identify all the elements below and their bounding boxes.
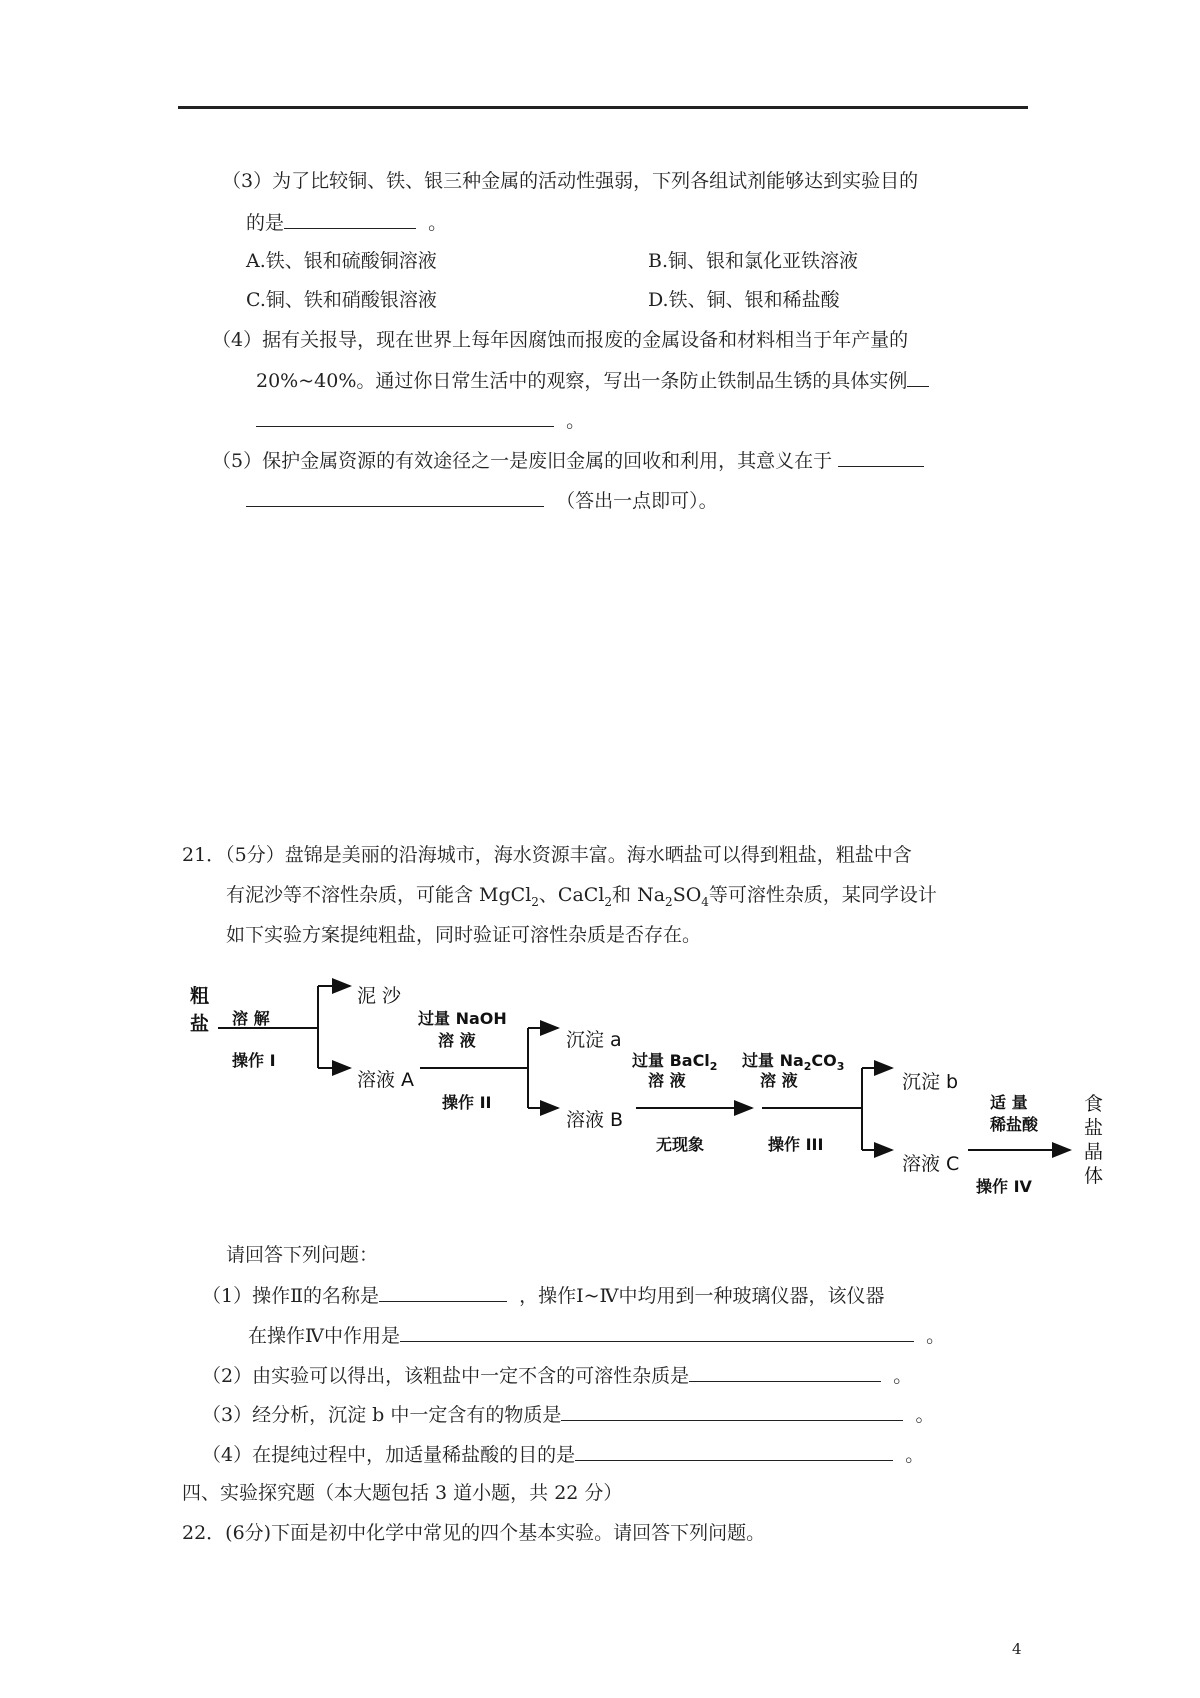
q22-line1: 22．(6分)下面是初中化学中常见的四个基本实验。请回答下列问题。	[182, 1522, 766, 1544]
q21-sub3-text: （3）经分析，沉淀 b 中一定含有的物质是	[202, 1404, 562, 1426]
q21-text-a: 有泥沙等不溶性杂质，可能含 MgCl	[226, 884, 532, 906]
answer-blank-q21-3[interactable]	[561, 1400, 903, 1421]
salt-crystal-label-1: 食	[1084, 1093, 1104, 1115]
q21-sub2	[202, 1361, 912, 1389]
dilute-hcl-label: 稀盐酸	[990, 1115, 1039, 1134]
q21-text-b: 、CaCl	[538, 884, 605, 906]
salt-crystal-label-2: 盐	[1084, 1117, 1104, 1139]
period: 。	[926, 1325, 946, 1347]
operation-4-label: 操作 IV	[976, 1177, 1032, 1196]
solution-b-node: 溶液 B	[566, 1109, 624, 1131]
period: 。	[893, 1365, 913, 1387]
answer-blank-q21-1a[interactable]	[379, 1281, 507, 1302]
subscript: 2	[604, 894, 613, 909]
subscript: 2	[531, 894, 539, 909]
operation-2-label: 操作 II	[442, 1093, 492, 1112]
precipitate-b-node: 沉淀 b	[902, 1071, 959, 1093]
option-c: C.铜、铁和硝酸银溶液	[246, 289, 437, 311]
section-4-heading: 四、实验探究题（本大题包括 3 道小题，共 22 分）	[182, 1482, 623, 1504]
q21-line3: 如下实验方案提纯粗盐，同时验证可溶性杂质是否存在。	[226, 924, 702, 946]
q21-text-c: 和 Na	[612, 884, 666, 906]
salt-crystal-label-3: 晶	[1084, 1141, 1104, 1163]
q21-sub1-line2	[248, 1321, 945, 1349]
no-phenomenon-label: 无现象	[656, 1135, 705, 1154]
naoh-solution-label: 溶 液	[438, 1031, 476, 1050]
na2co3-text-a: 过量 Na	[742, 1051, 804, 1070]
period: 。	[915, 1404, 935, 1426]
option-b: B.铜、银和氯化亚铁溶液	[648, 250, 859, 272]
q21-prompt: 请回答下列问题：	[226, 1244, 379, 1266]
q21-text-d: SO	[672, 884, 702, 906]
period: 。	[566, 410, 586, 432]
answer-blank-q21-2[interactable]	[689, 1361, 881, 1382]
q20-part4-text: 20%~40%。通过你日常生活中的观察，写出一条防止铁制品生锈的具体实例	[256, 370, 908, 392]
q21-sub4-text: （4）在提纯过程中，加适量稀盐酸的目的是	[202, 1444, 576, 1466]
mud-sand-node: 泥 沙	[357, 985, 402, 1007]
excess-na2co3-label	[742, 1051, 844, 1073]
precipitate-a-node: 沉淀 a	[566, 1029, 622, 1051]
dissolve-label: 溶 解	[232, 1009, 270, 1028]
operation-3-label: 操作 III	[768, 1135, 824, 1154]
q21-sub1-text-b: ，操作Ⅰ~Ⅳ中均用到一种玻璃仪器，该仪器	[519, 1285, 885, 1307]
q21-sub1-text-a: （1）操作Ⅱ的名称是	[202, 1285, 380, 1307]
bacl2-solution-label: 溶 液	[648, 1071, 686, 1090]
subscript: 3	[836, 1060, 845, 1073]
q21-sub3	[202, 1400, 934, 1428]
solution-a-node: 溶液 A	[357, 1069, 415, 1091]
bacl2-text: 过量 BaCl	[632, 1051, 710, 1070]
q21-sub2-text: （2）由实验可以得出，该粗盐中一定不含的可溶性杂质是	[202, 1365, 690, 1387]
subscript: 2	[665, 894, 673, 909]
option-d: D.铁、铜、银和稀盐酸	[648, 289, 840, 311]
q20-part4-line1: （4）据有关报导，现在世界上每年因腐蚀而报废的金属设备和材料相当于年产量的	[212, 329, 909, 351]
q21-sub4	[202, 1440, 924, 1468]
q21-line1: 21．（5分）盘锦是美丽的沿海城市，海水资源丰富。海水晒盐可以得到粗盐，粗盐中含	[182, 844, 912, 866]
operation-1-label: 操作 I	[232, 1051, 276, 1070]
salt-crystal-label-4: 体	[1084, 1165, 1104, 1187]
na2co3-text-b: CO	[811, 1051, 837, 1070]
crude-salt-label-2: 盐	[190, 1013, 210, 1035]
q21-text-e: 等可溶性杂质，某同学设计	[708, 884, 937, 906]
q21-sub1-text-c: 在操作Ⅳ中作用是	[248, 1325, 400, 1347]
excess-bacl2-label	[632, 1051, 717, 1073]
period: 。	[905, 1444, 925, 1466]
subscript: 2	[709, 1060, 718, 1073]
na2co3-solution-label: 溶 液	[760, 1071, 798, 1090]
excess-naoh-label: 过量 NaOH	[418, 1009, 507, 1028]
crude-salt-label-1: 粗	[190, 985, 210, 1007]
q21-sub1-line1	[202, 1281, 885, 1309]
subscript: 2	[803, 1060, 812, 1073]
period: 。	[428, 212, 448, 234]
answer-blank-q21-4[interactable]	[575, 1440, 893, 1461]
q20-part5-note: （答出一点即可）。	[556, 490, 718, 512]
subscript: 4	[701, 894, 709, 909]
option-a: A.铁、银和硫酸铜溶液	[246, 250, 437, 272]
q20-part3-prompt: 的是	[246, 212, 285, 234]
answer-blank-q21-1b[interactable]	[400, 1321, 914, 1342]
page-number: 4	[1012, 1640, 1022, 1658]
q20-part3-line1: （3）为了比较铜、铁、银三种金属的活动性强弱，下列各组试剂能够达到实验目的	[222, 170, 919, 192]
appropriate-amount-label: 适 量	[990, 1093, 1028, 1112]
solution-c-node: 溶液 C	[902, 1153, 960, 1175]
q20-part5-text: （5）保护金属资源的有效途径之一是废旧金属的回收和利用，其意义在于	[212, 450, 833, 472]
